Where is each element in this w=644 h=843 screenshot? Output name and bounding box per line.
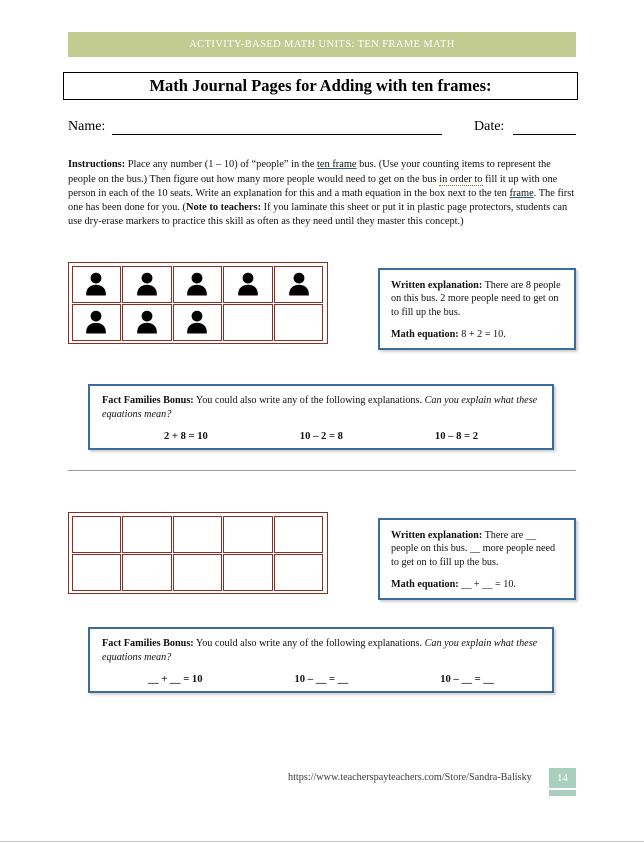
math-equation-label-1: Math equation:: [391, 329, 459, 341]
ten-frame-cell-filled[interactable]: [122, 304, 172, 341]
ten-frame-cell-filled[interactable]: [223, 266, 273, 303]
fact-families-equations-2: [102, 674, 540, 685]
written-explanation-body-2: There are __ people on this bus. __ more people need to get on to fill up the bus.: [391, 530, 556, 568]
name-input-rule[interactable]: [112, 134, 442, 135]
ten-frame-blank[interactable]: [68, 512, 328, 594]
fact-families-equations-1: [102, 431, 540, 442]
written-explanation-label-1: Written explanation:: [391, 280, 483, 291]
math-equation-text-1: [391, 328, 564, 341]
header-banner-text: ACTIVITY-BASED MATH UNITS: TEN FRAME MATH: [189, 39, 455, 50]
ten-frame-cell-empty[interactable]: [274, 304, 324, 341]
ten-frame-cell-filled[interactable]: [173, 304, 223, 341]
ten-frame-cell-filled[interactable]: [173, 266, 223, 303]
fact-families-box-2[interactable]: [88, 627, 554, 693]
fact-family-equation: 10 – __ = __: [294, 674, 349, 686]
name-date-row: [68, 119, 576, 139]
ten-frame-cell-empty[interactable]: [173, 554, 223, 591]
page-bottom-rule: [0, 841, 644, 842]
written-explanation-body-1: There are 8 people on this bus. 2 more people need to get on to fill up the bus.: [391, 280, 561, 318]
ten-frame-cell-filled[interactable]: [72, 266, 122, 303]
fact-families-label-2: Fact Families Bonus:: [102, 638, 194, 649]
ten-frame-row: [71, 265, 325, 303]
instructions-part1: Place any number (1 – 10) of “people” in the: [125, 159, 318, 171]
instructions-link-ten-frame[interactable]: ten frame: [317, 159, 357, 171]
fact-family-equation: 2 + 8 = 10: [163, 431, 208, 443]
fact-families-question-1: Can you explain what these equations mean?: [102, 395, 538, 420]
instructions-part5: If you laminate this sheet or put it in plastic page protectors, students can use dry-erase markers to practice this skill as often as they need until they master this concept.): [68, 202, 568, 228]
math-equation-body-1: 8 + 2 = 10.: [458, 329, 506, 341]
fact-families-box-1[interactable]: [88, 384, 554, 450]
header-banner: [68, 32, 576, 57]
instructions-label: Instructions:: [68, 159, 126, 171]
fact-family-equation: 10 – 8 = 2: [434, 431, 479, 443]
written-explanation-box-1[interactable]: [378, 268, 576, 350]
ten-frame-cell-empty[interactable]: [122, 554, 172, 591]
date-input-rule[interactable]: [513, 134, 576, 135]
math-equation-label-2: Math equation:: [391, 579, 459, 591]
math-equation-text-2: [391, 578, 564, 591]
page-number-badge-tail: [549, 790, 576, 796]
fact-families-lead-2: [102, 637, 540, 664]
fact-families-leadtext-1: You could also write any of the following explanations.: [193, 395, 425, 406]
fact-families-label-1: Fact Families Bonus:: [102, 395, 194, 406]
ten-frame-cell-empty[interactable]: [122, 516, 172, 553]
written-explanation-box-2[interactable]: [378, 518, 576, 600]
written-explanation-label-2: Written explanation:: [391, 530, 483, 541]
ten-frame-cell-empty[interactable]: [274, 554, 324, 591]
footer-store-url[interactable]: https://www.teacherspayteachers.com/Store/Sandra-Balisky: [288, 772, 532, 783]
fact-families-leadtext-2: You could also write any of the following explanations.: [193, 638, 425, 649]
written-explanation-text-2: [391, 529, 564, 569]
ten-frame-row: [71, 303, 325, 341]
page-number-badge: 14: [549, 768, 576, 788]
ten-frame-cell-filled[interactable]: [274, 266, 324, 303]
instructions-part4: . The first one has been done for you. (: [68, 187, 575, 213]
fact-families-question-2: Can you explain what these equations mean?: [102, 638, 538, 663]
fact-family-equation: 10 – 2 = 8: [299, 431, 343, 443]
ten-frame-cell-empty[interactable]: [173, 516, 223, 553]
instructions-link-frame[interactable]: frame: [509, 187, 534, 199]
instructions-part3: fill it up with one person in each of the 10 seats. Write an explanation for this and a math equation in the box next to the ten: [68, 173, 558, 199]
fact-families-lead-1: [102, 394, 540, 421]
ten-frame-cell-empty[interactable]: [72, 554, 122, 591]
fact-family-equation: 10 – __ = __: [440, 674, 494, 686]
ten-frame-cell-empty[interactable]: [223, 554, 273, 591]
ten-frame-cell-empty[interactable]: [72, 516, 122, 553]
ten-frame-row: [71, 515, 325, 553]
ten-frame-cell-empty[interactable]: [223, 516, 273, 553]
instructions-paragraph: [68, 158, 576, 229]
ten-frame-cell-empty[interactable]: [223, 304, 273, 341]
date-label: Date:: [474, 119, 505, 134]
written-explanation-text-1: [391, 279, 564, 319]
name-label: Name:: [68, 119, 106, 134]
ten-frame-cell-empty[interactable]: [274, 516, 324, 553]
ten-frame-filled[interactable]: [68, 262, 328, 344]
math-equation-body-2: __ + __ = 10.: [458, 579, 516, 591]
note-to-teachers-label: Note to teachers:: [186, 202, 262, 213]
ten-frame-cell-filled[interactable]: [72, 304, 122, 341]
instructions-grammar-flag: in order to: [439, 173, 483, 185]
page-title: Math Journal Pages for Adding with ten frames:: [149, 76, 492, 95]
page-title-box: [63, 72, 578, 100]
instructions-part2: bus. (Use your counting items to represent the people on the bus.) Then figure out how many more people would need to get on the bus: [68, 159, 551, 185]
fact-family-equation: __ + __ = 10: [148, 674, 203, 686]
ten-frame-row: [71, 553, 325, 591]
section-divider: [68, 470, 576, 471]
ten-frame-cell-filled[interactable]: [122, 266, 172, 303]
